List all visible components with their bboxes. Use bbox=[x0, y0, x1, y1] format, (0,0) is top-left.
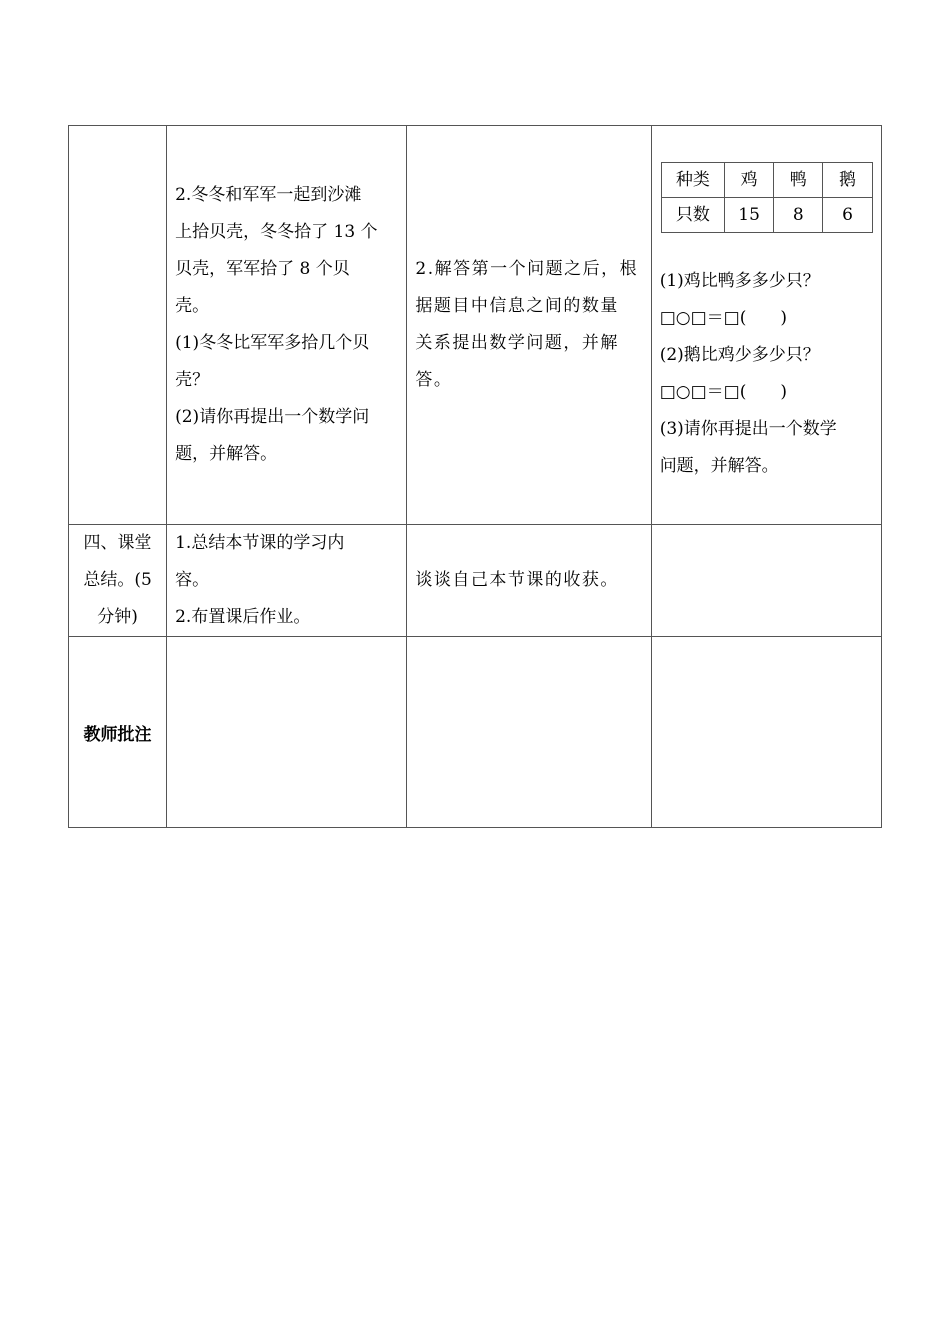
teacher-notes-cell bbox=[407, 637, 651, 828]
table-header-cell: 种类 bbox=[661, 163, 724, 198]
exercise-line: (3)请你再提出一个数学 bbox=[659, 419, 837, 439]
table-cell: 15 bbox=[724, 198, 773, 233]
stage-cell-empty bbox=[69, 126, 167, 525]
table-header-cell: 鸭 bbox=[774, 163, 823, 198]
teaching-content-cell bbox=[167, 126, 407, 525]
stage-line: 总结。(5 bbox=[83, 570, 152, 590]
content-line: (2)请你再提出一个数学问 bbox=[175, 407, 370, 427]
activity-line: 关系提出数学问题，并解 bbox=[415, 333, 619, 353]
table-row bbox=[69, 126, 882, 525]
exercise-line: (1)鸡比鸭多多少只？ bbox=[659, 271, 820, 291]
content-line: 2.冬冬和军军一起到沙滩 bbox=[175, 185, 362, 205]
table-row bbox=[661, 163, 872, 198]
stage-line: 分钟) bbox=[97, 607, 138, 627]
content-line: 2.布置课后作业。 bbox=[175, 607, 311, 627]
activity-line: 2.解答第一个问题之后，根 bbox=[415, 259, 639, 279]
content-line: 壳？ bbox=[175, 370, 210, 390]
activity-line: 答。 bbox=[415, 370, 453, 390]
table-row bbox=[661, 198, 872, 233]
exercise-cell bbox=[651, 126, 881, 525]
table-cell: 8 bbox=[774, 198, 823, 233]
student-activity-cell bbox=[407, 126, 651, 525]
activity-line: 谈谈自己本节课的收获。 bbox=[415, 570, 619, 590]
table-row bbox=[69, 637, 882, 828]
teacher-notes-cell bbox=[167, 637, 407, 828]
content-line: 1.总结本节课的学习内 bbox=[175, 533, 345, 553]
teacher-notes-label-cell bbox=[69, 637, 167, 828]
stage-line: 四、课堂 bbox=[83, 533, 152, 553]
content-line: 上拾贝壳，冬冬拾了 13 个 bbox=[175, 222, 378, 242]
exercise-line: 问题，并解答。 bbox=[659, 456, 779, 476]
activity-line: 据题目中信息之间的数量 bbox=[415, 296, 619, 316]
table-row bbox=[69, 525, 882, 637]
exercise-line: (2)鹅比鸡少多少只？ bbox=[659, 345, 820, 365]
lesson-plan-table bbox=[68, 125, 882, 828]
table-header-cell: 鹅 bbox=[823, 163, 872, 198]
content-line: 题，并解答。 bbox=[175, 444, 278, 464]
stage-cell bbox=[69, 525, 167, 637]
table-cell: 6 bbox=[823, 198, 872, 233]
content-line: 贝壳，军军拾了 8 个贝 bbox=[175, 259, 350, 279]
teacher-notes-cell bbox=[651, 637, 881, 828]
teacher-notes-label: 教师批注 bbox=[83, 724, 152, 745]
exercise-line: □○□＝□( ) bbox=[659, 308, 787, 328]
content-line: 壳。 bbox=[175, 296, 210, 316]
exercise-line: □○□＝□( ) bbox=[659, 382, 787, 402]
exercise-cell-empty bbox=[651, 525, 881, 637]
content-line: 容。 bbox=[175, 570, 210, 590]
table-header-cell: 鸡 bbox=[724, 163, 773, 198]
table-cell: 只数 bbox=[661, 198, 724, 233]
animal-count-table bbox=[661, 162, 873, 233]
content-line: (1)冬冬比军军多拾几个贝 bbox=[175, 333, 370, 353]
student-activity-cell bbox=[407, 525, 651, 637]
teaching-content-cell bbox=[167, 525, 407, 637]
